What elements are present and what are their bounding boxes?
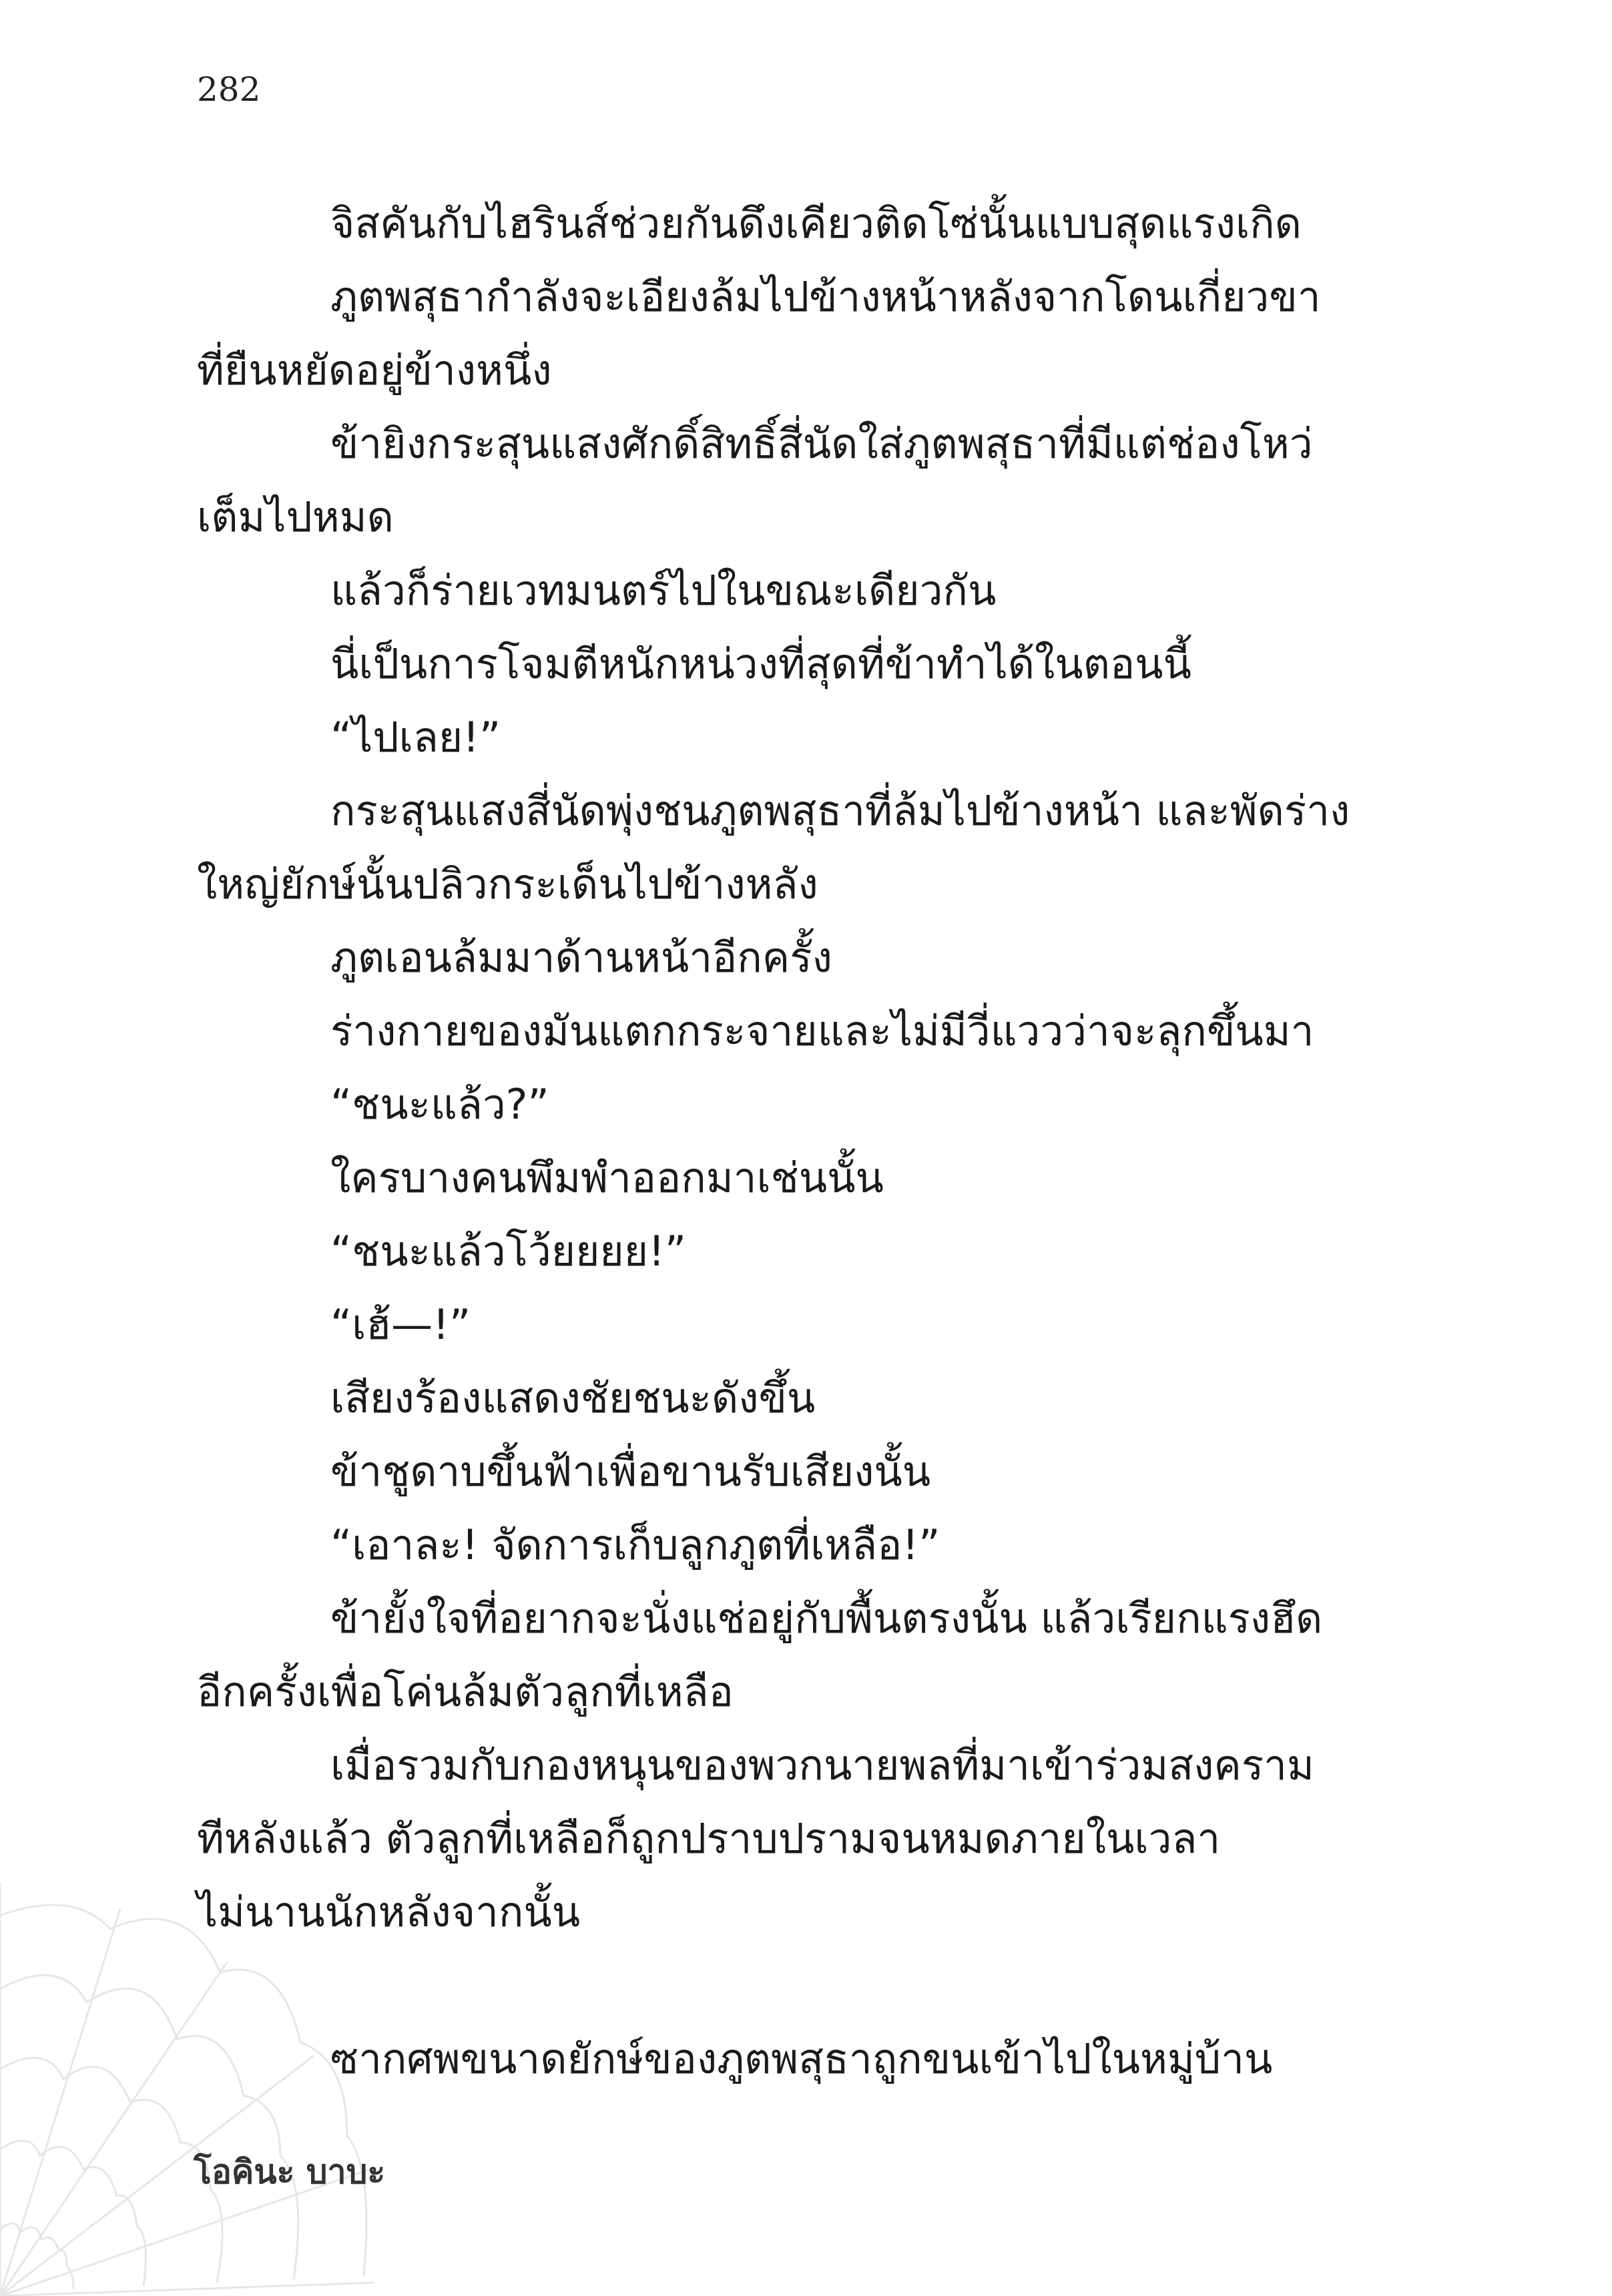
text-line: เต็มไปหมด [197, 493, 394, 541]
text-line: อีกครั้งเพื่อโค่นล้มตัวลูกที่เหลือ [197, 1667, 734, 1716]
text-line: ภูตเอนล้มมาด้านหน้าอีกครั้ง [330, 933, 832, 982]
text-line: ซากศพขนาดยักษ์ของภูตพสุธาถูกขนเข้าไปในหมู่บ้าน [330, 2034, 1273, 2083]
body-text [197, 187, 1412, 2096]
page-number: 282 [197, 70, 261, 109]
text-line: ข้ายิงกระสุนแสงศักดิ์สิทธิ์สี่นัดใส่ภูตพสุธาที่มีแต่ช่องโหว่ [330, 419, 1313, 468]
text-line: ที่ยืนหยัดอยู่ข้างหนึ่ง [197, 346, 552, 394]
text-line: เสียงร้องแสดงชัยชนะดังขึ้น [330, 1374, 816, 1422]
text-line: “เอาละ! จัดการเก็บลูกภูตที่เหลือ!” [330, 1520, 941, 1569]
blank-line [197, 1949, 1412, 2022]
text-line: “ชนะแล้ว?” [330, 1080, 549, 1129]
text-line: แล้วก็ร่ายเวทมนตร์ไปในขณะเดียวกัน [330, 566, 997, 615]
text-line: นี่เป็นการโจมตีหนักหน่วงที่สุดที่ข้าทำได้ในตอนนี้ [330, 639, 1191, 688]
text-line: “ไปเลย!” [330, 713, 501, 762]
text-line: กระสุนแสงสี่นัดพุ่งชนภูตพสุธาที่ล้มไปข้างหน้า และพัดร่าง [330, 786, 1350, 835]
text-line: ใครบางคนพึมพำออกมาเช่นนั้น [330, 1153, 884, 1202]
text-line: ทีหลังแล้ว ตัวลูกที่เหลือก็ถูกปราบปรามจนหมดภายในเวลา [197, 1814, 1221, 1863]
cobweb-decoration [0, 1882, 374, 2296]
text-line: ร่างกายของมันแตกกระจายและไม่มีวี่แววว่าจะลุกขึ้นมา [330, 1007, 1314, 1055]
text-line: จิสคันกับไฮรินส์ช่วยกันดึงเคียวติดโซ่นั้นแบบสุดแรงเกิด [330, 199, 1302, 248]
text-line: “ชนะแล้วโว้ยยยย!” [330, 1227, 687, 1275]
text-line: ใหญ่ยักษ์นั้นปลิวกระเด็นไปข้างหลัง [197, 860, 818, 908]
text-line: ไม่นานนักหลังจากนั้น [197, 1888, 581, 1936]
text-line: ภูตพสุธากำลังจะเอียงล้มไปข้างหน้าหลังจากโดนเกี่ยวขา [330, 272, 1321, 321]
text-line: ข้าชูดาบขึ้นฟ้าเพื่อขานรับเสียงนั้น [330, 1447, 931, 1496]
text-line: เมื่อรวมกับกองหนุนของพวกนายพลที่มาเข้าร่วมสงคราม [330, 1741, 1314, 1789]
footer-author-name: โอคินะ บาบะ [194, 2152, 386, 2191]
text-line: ข้ายั้งใจที่อยากจะนั่งแช่อยู่กับพื้นตรงนั้น แล้วเรียกแรงฮึด [330, 1594, 1323, 1643]
text-line: “เฮ้—!” [330, 1300, 471, 1349]
